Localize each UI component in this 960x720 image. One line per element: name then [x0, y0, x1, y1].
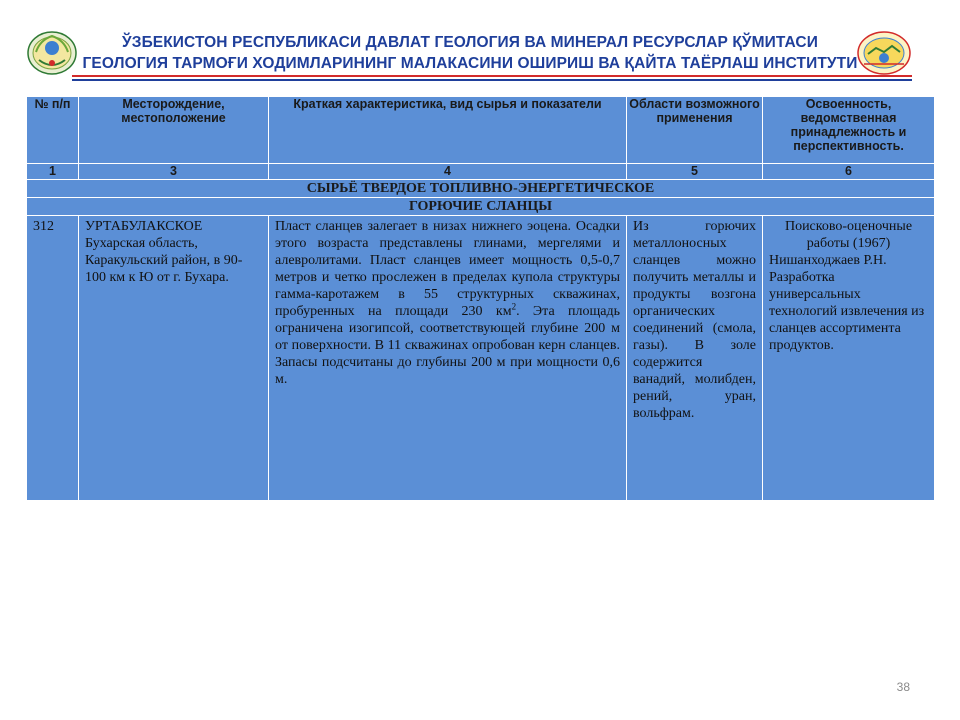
row-number-cell	[27, 216, 79, 501]
header-rule-red	[72, 75, 912, 77]
header-title-line-2: ГЕОЛОГИЯ ТАРМОҒИ ХОДИМЛАРИНИНГ МАЛАКАСИНИ ОШИРИШ ВА ҚАЙТА ТАЁРЛАШ ИНСТИТУТИ	[82, 55, 858, 72]
column-number: 1	[27, 164, 79, 180]
subsection-row	[27, 198, 935, 216]
description-rest: . Эта площадь ограничена изогипсой, соответствующей глубине 200 м от поверхности. В 11 скважинах опробован керн сланцев. Запасы подсчитаны до глубины 200 м при мощности 0,6 м.	[275, 304, 620, 387]
status-text	[763, 216, 934, 356]
column-header-status: Освоенность, ведомственная принадлежность и перспективность.	[763, 97, 935, 164]
column-number: 6	[763, 164, 935, 180]
deposit-location: Бухарская область, Каракульский район, в 90-100 км к Ю от г. Бухара.	[85, 236, 243, 285]
header-rule-blue	[72, 79, 912, 81]
column-number: 3	[79, 164, 269, 180]
description-superscript: 2	[511, 301, 517, 312]
column-number: 5	[627, 164, 763, 180]
description-text	[269, 216, 626, 390]
header-title-line-1: ЎЗБЕКИСТОН РЕСПУБЛИКАСИ ДАВЛАТ ГЕОЛОГИЯ ВА МИНЕРАЛ РЕСУРСЛАР ҚЎМИТАСИ	[122, 34, 818, 51]
column-numbers-row	[27, 164, 935, 180]
section-row	[27, 180, 935, 198]
status-rest: Нишанходжаев Р.Н. Разработка универсальных технологий извлечения из сланцев ассортимента продуктов.	[769, 253, 925, 353]
row-number: 312	[33, 219, 54, 234]
page-number: 38	[896, 680, 910, 694]
deposit-name: УРТАБУЛАКСКОЕ	[85, 219, 203, 234]
table-header-row	[27, 97, 935, 164]
uzbekistan-emblem-icon	[26, 30, 78, 76]
application-text: Из горючих металлоносных сланцев можно получить металлы и продукты возгона органических соединений (смола, газы). В золе содержится ванадий, молибден, рений, уран, вольфрам.	[633, 219, 756, 421]
status-cell	[763, 216, 935, 501]
column-header-deposit: Месторождение, местоположение	[79, 97, 269, 164]
deposit-cell	[79, 216, 269, 501]
table-row	[27, 216, 935, 501]
status-first: Поисково-оценочные работы (1967)	[784, 219, 913, 251]
column-header-application: Области возможного применения	[627, 97, 763, 164]
description-main: Пласт сланцев залегает в низах нижнего эоцена. Осадки этого возраста представлены глинами, мергелями и алевролитами. Пласт сланцев имеет мощность 0,5-0,7 метров и четко прослежен в пределах купола структуры гамма-каротажем в 55 структурных скважинах, пробуренных на площади 230 км	[275, 219, 620, 319]
deposit-info	[79, 216, 268, 288]
description-cell	[269, 216, 627, 501]
column-number: 4	[269, 164, 627, 180]
geology-committee-emblem-icon	[856, 30, 912, 76]
subsection-title: ГОРЮЧИЕ СЛАНЦЫ	[27, 198, 935, 216]
section-title: СЫРЬЁ ТВЕРДОЕ ТОПЛИВНО-ЭНЕРГЕТИЧЕСКОЕ	[27, 180, 935, 198]
column-header-number: № п/п	[27, 97, 79, 164]
application-cell	[627, 216, 763, 501]
deposits-table	[26, 96, 935, 501]
column-header-description: Краткая характеристика, вид сырья и показатели	[269, 97, 627, 164]
